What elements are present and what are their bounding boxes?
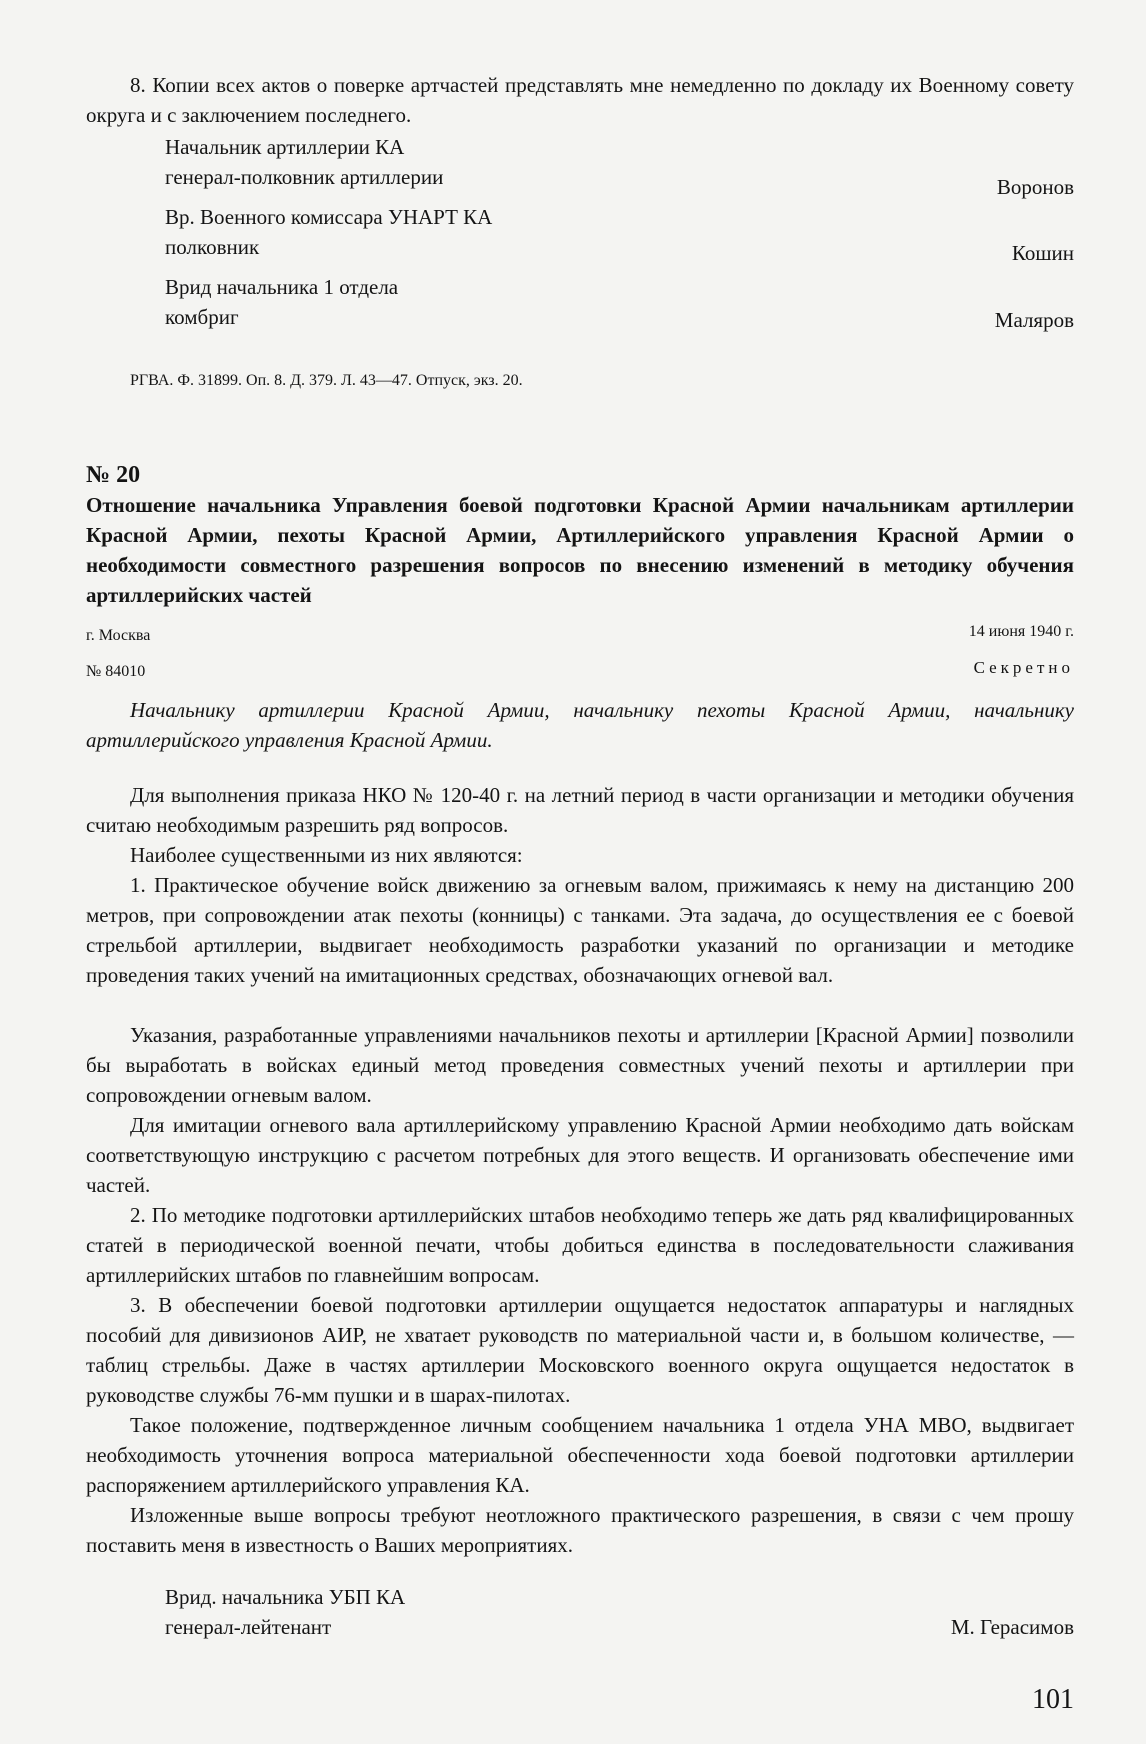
body-paragraph-4: Указания, разработанные управлениями начальников пехоты и артиллерии [Красной Армии] позволили бы выработать в войсках единый метод проведения совместных учений пехоты и артиллерии при сопровождении огневым валом.: [86, 1023, 1074, 1107]
signature-1-position: [165, 132, 443, 192]
document-number: № 20: [86, 462, 141, 488]
body-paragraph-7: 3. В обеспечении боевой подготовки артиллерии ощущается недостаток аппаратуры и наглядных пособий для дивизионов АИР, не хватает руководств по материальной части и, в большом количестве, — таблиц стрельбы. Даже в частях артиллерии Московского военного округа ощущается недостаток в руководстве службы 76-мм пушки и в шарах-пилотах.: [86, 1293, 1074, 1407]
signature-1-line2: генерал-полковник артиллерии: [165, 165, 444, 189]
document-place: г. Москва: [86, 627, 151, 644]
final-signature-line1: Врид. начальника УБП КА: [165, 1585, 406, 1609]
signature-2-line2: полковник: [165, 235, 260, 259]
body-paragraph-9: Изложенные выше вопросы требуют неотложного практического разрешения, в связи с чем прошу поставить меня в известность о Ваших мероприятиях.: [86, 1503, 1074, 1557]
signature-2-name: Кошин: [1011, 241, 1074, 265]
signature-2-position: [165, 202, 492, 262]
paragraph-8: 8. Копии всех актов о поверке артчастей представлять мне немедленно по докладу их Военному совету округа и с заключением последнего.: [86, 73, 1074, 127]
signature-3-line2: комбриг: [165, 305, 239, 329]
secret-label: Секретно: [973, 658, 1074, 677]
signature-3-line1: Врид начальника 1 отдела: [165, 275, 399, 299]
body-paragraph-1: Для выполнения приказа НКО № 120-40 г. на летний период в части организации и методики обучения считаю необходимым разрешить ряд вопросов.: [86, 783, 1074, 837]
signature-1-name: Воронов: [996, 175, 1074, 199]
final-signature-name: М. Герасимов: [950, 1615, 1074, 1639]
document-title: Отношение начальника Управления боевой подготовки Красной Армии начальникам артиллерии Красной Армии, пехоты Красной Армии, Артиллерийского управления Красной Армии о необходимости совместного разрешения вопросов по внесению изменений в методику обучения артиллерийских частей: [86, 493, 1074, 607]
signature-3-name: Маляров: [994, 308, 1074, 332]
body-paragraph-5: Для имитации огневого вала артиллерийскому управлению Красной Армии необходимо дать войскам соответствующую инструкцию с расчетом потребных для этого веществ. И организовать обеспечение ими частей.: [86, 1113, 1074, 1197]
signature-3-position: [165, 272, 398, 332]
body-paragraph-8: Такое положение, подтвержденное личным сообщением начальника 1 отдела УНА МВО, выдвигает необходимость уточнения вопроса материальной обеспеченности хода боевой подготовки артиллерии распоряжением артиллерийского управления КА.: [86, 1413, 1074, 1497]
document-reg-number: № 84010: [86, 663, 146, 680]
body-paragraph-2: Наиболее существенными из них являются:: [130, 843, 523, 867]
body-paragraph-6: 2. По методике подготовки артиллерийских штабов необходимо теперь же дать ряд квалифицированных статей в периодической военной печати, чтобы добиться единства в последовательности слаживания артиллерийских штабов по главнейшим вопросам.: [86, 1203, 1074, 1287]
body-paragraph-3: 1. Практическое обучение войск движению за огневым валом, прижимаясь к нему на дистанцию 200 метров, при сопровождении атак пехоты (конницы) с танками. Эта задача, до осуществления ее с боевой стрельбой артиллерии, выдвигает необходимость разработки указаний по организации и методике проведения таких учений на имитационных средствах, обозначающих огневой вал.: [86, 873, 1074, 987]
final-signature-position: [165, 1582, 405, 1642]
addressee: Начальнику артиллерии Красной Армии, начальнику пехоты Красной Армии, начальнику артиллерийского управления Красной Армии.: [86, 698, 1074, 752]
signature-2-line1: Вр. Военного комиссара УНАРТ КА: [165, 205, 493, 229]
archive-reference: РГВА. Ф. 31899. Оп. 8. Д. 379. Л. 43—47. Отпуск, экз. 20.: [130, 372, 523, 389]
page-number: 101: [1032, 1684, 1074, 1715]
document-date: 14 июня 1940 г.: [968, 623, 1074, 640]
signature-1-line1: Начальник артиллерии КА: [165, 135, 405, 159]
final-signature-line2: генерал-лейтенант: [165, 1615, 332, 1639]
